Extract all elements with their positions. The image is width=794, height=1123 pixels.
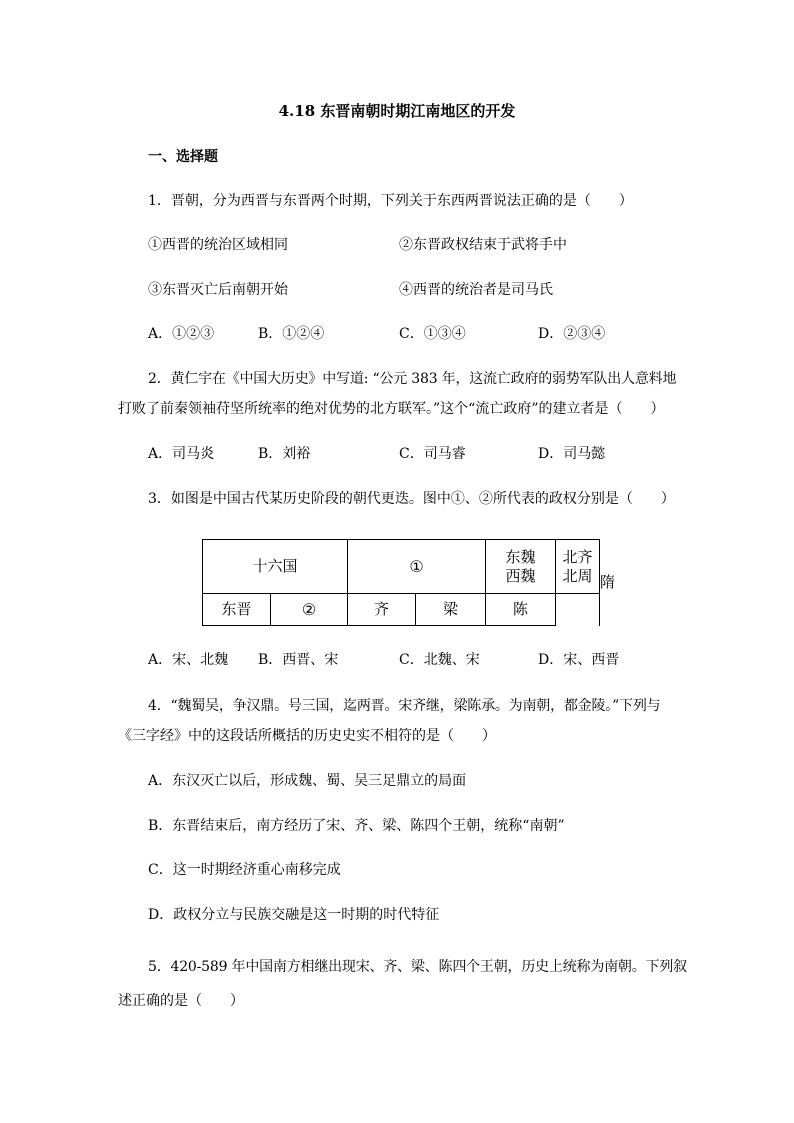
question-3-stem: 3．如图是中国古代某历史阶段的朝代更迭。图中①、②所代表的政权分别是（ ）: [148, 491, 675, 507]
question-1-option-d: D．②③④: [538, 326, 606, 342]
question-1-statement-2: ②东晋政权结束于武将手中: [399, 237, 567, 253]
question-4-option-c: C．这一时期经济重心南移完成: [148, 862, 341, 878]
question-3-option-b: B．西晋、宋: [258, 652, 339, 668]
question-4-option-d: D．政权分立与民族交融是这一时期的时代特征: [148, 907, 440, 923]
question-2-option-d: D．司马懿: [538, 446, 606, 462]
question-4-option-a: A．东汉灭亡以后，形成魏、蜀、吴三足鼎立的局面: [148, 773, 467, 789]
question-5-stem-line-1: 5．420-589 年中国南方相继出现宋、齐、梁、陈四个王朝，历史上统称为南朝。下列叙: [148, 959, 687, 975]
cell-east-wei: 东魏: [505, 547, 536, 566]
question-1-option-a: A．①②③: [148, 326, 215, 342]
cell-dongjin: 东晋: [203, 594, 271, 626]
question-2-stem-line-2: 打败了前秦领袖苻坚所统率的绝对优势的北方联军。”这个“流亡政府”的建立者是（ ）: [118, 401, 665, 417]
question-3-option-d: D．宋、西晋: [538, 652, 620, 668]
question-2-stem-line-1: 2．黄仁宇在《中国大历史》中写道: “公元 383 年，这流亡政府的弱势军队出人意料地: [148, 371, 677, 387]
section-heading: 一、选择题: [148, 149, 218, 165]
question-1-option-c: C．①③④: [399, 326, 466, 342]
question-4-stem-line-1: 4．“魏蜀吴，争汉鼎。号三国，迄两晋。宋齐继，梁陈承。为南朝，都金陵。”下列与: [148, 698, 661, 714]
cell-qi: 齐: [348, 594, 416, 626]
question-1-statement-1: ①西晋的统治区域相同: [148, 237, 288, 253]
dynasty-table: 十六国 ① 东魏 西魏 北齐 北周 隋 东晋 ② 齐 梁 陈: [202, 539, 600, 626]
cell-mark-2: ②: [271, 594, 348, 626]
question-3-option-a: A．宋、北魏: [148, 652, 229, 668]
cell-chen: 陈: [486, 594, 556, 626]
question-2-option-c: C．司马睿: [399, 446, 466, 462]
question-2-option-b: B．刘裕: [258, 446, 311, 462]
question-1-option-b: B．①②④: [258, 326, 325, 342]
cell-liang: 梁: [416, 594, 486, 626]
page-title: 4.18 东晋南朝时期江南地区的开发: [278, 102, 516, 120]
question-1-statement-4: ④西晋的统治者是司马氏: [399, 282, 553, 298]
cell-shiliuguo: 十六国: [203, 540, 348, 594]
question-5-stem-line-2: 述正确的是（ ）: [118, 993, 244, 1009]
cell-north-qi-zhou: [556, 540, 600, 594]
cell-mark-1: ①: [348, 540, 486, 594]
question-4-option-b: B．东晋结束后，南方经历了宋、齐、梁、陈四个王朝，统称“南朝”: [148, 818, 565, 834]
question-2-option-a: A．司马炎: [148, 446, 215, 462]
question-3-option-c: C．北魏、宋: [399, 652, 480, 668]
cell-north-qi: 北齐: [562, 547, 593, 566]
question-4-stem-line-2: 《三字经》中的这段话所概括的历史史实不相符的是（ ）: [118, 728, 496, 744]
question-1-stem: 1．晋朝，分为西晋与东晋两个时期，下列关于东西两晋说法正确的是（ ）: [148, 193, 633, 209]
cell-north-zhou: 北周: [562, 566, 593, 585]
cell-west-wei: 西魏: [505, 566, 536, 585]
cell-east-west-wei: [486, 540, 556, 594]
question-1-statement-3: ③东晋灭亡后南朝开始: [148, 282, 288, 298]
